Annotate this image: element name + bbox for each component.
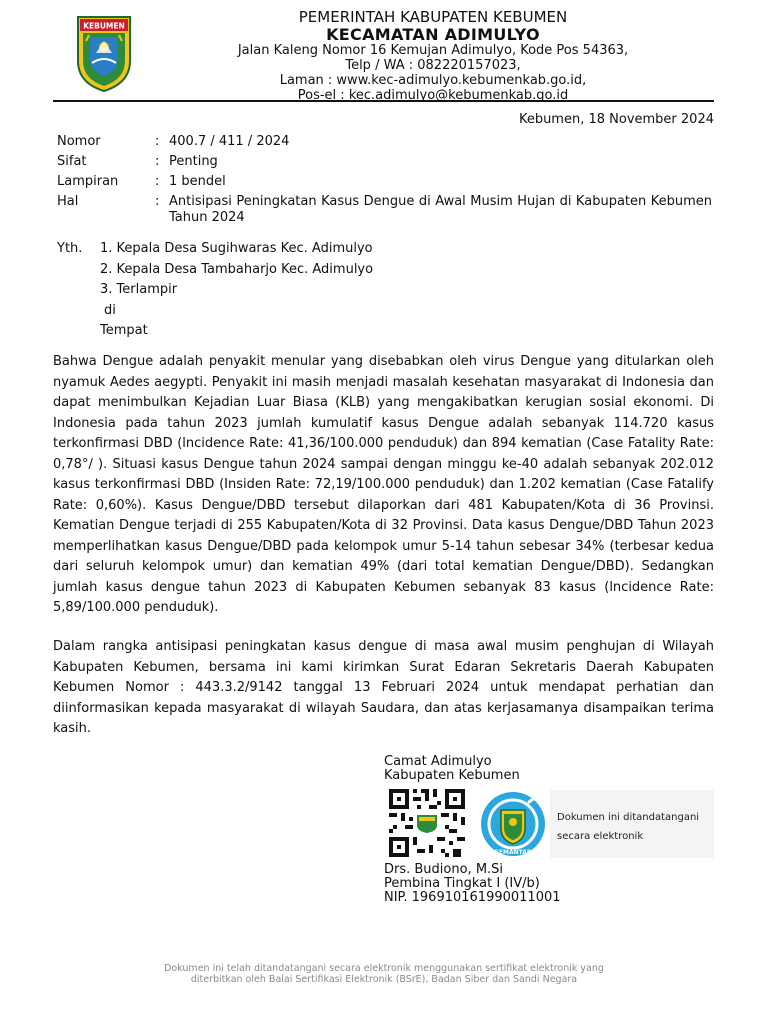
svg-text:KEBUMEN: KEBUMEN bbox=[83, 21, 125, 31]
recipient-di: di bbox=[104, 303, 116, 318]
recipient-place: Tempat bbox=[100, 323, 148, 338]
letterhead-divider bbox=[53, 100, 714, 102]
letter-date: Kebumen, 18 November 2024 bbox=[518, 112, 714, 127]
letterhead bbox=[150, 9, 716, 103]
office-name: KECAMATAN ADIMULYO bbox=[326, 25, 540, 44]
body-paragraph-2: Dalam rangka antisipasi peningkatan kasus dengue di masa awal musim penghujan di Wilayah Kabupaten Kebumen, bersama ini kami kirimkan Surat Edaran Sekretaris Daerah Kabupaten Kebumen Nomor : 443.3.2/9142 tanggal 13 Februari 2024 untuk mendapat perhatian dan diinformasikan kepada masyarakat di wilayah Saudara, dan atas kerjasamanya disampaikan terima kasih. bbox=[53, 639, 714, 736]
meta-label: Nomor bbox=[57, 134, 101, 149]
signatory-position: Camat Adimulyo bbox=[384, 754, 492, 769]
meta-value-subject: Antisipasi Peningkatan Kasus Dengue di Awal Musim Hujan di Kabupaten Kebumen Tahun 2024 bbox=[169, 194, 712, 225]
meta-label: Hal bbox=[57, 194, 79, 209]
office-phone: Telp / WA : 082220157023, bbox=[345, 58, 521, 73]
meta-colon: : bbox=[155, 154, 160, 169]
recipient-salutation: Yth. bbox=[57, 241, 83, 256]
office-address: Jalan Kaleng Nomor 16 Kemujan Adimulyo, Kode Pos 54363, bbox=[237, 43, 629, 58]
meta-value: 1 bendel bbox=[169, 174, 226, 189]
recipient-item: 3. Terlampir bbox=[100, 282, 178, 297]
signatory-title bbox=[384, 755, 520, 783]
office-email: Pos-el : kec.adimulyo@kebumenkab.go.id bbox=[297, 88, 569, 103]
footer-line-1: Dokumen ini telah ditandatangani secara elektronik menggunakan sertifikat elektronik yang bbox=[164, 963, 604, 974]
recipient-item: 2. Kepala Desa Tambaharjo Kec. Adimulyo bbox=[100, 262, 374, 277]
regency-emblem-logo bbox=[74, 13, 134, 93]
e-sign-seal-icon bbox=[477, 790, 549, 858]
footer-line-2: diterbitkan oleh Balai Sertifikasi Elektronik (BSrE), Badan Siber dan Sandi Negara bbox=[190, 973, 578, 985]
meta-value: Penting bbox=[169, 154, 218, 169]
body-paragraph-1: Bahwa Dengue adalah penyakit menular yang disebabkan oleh virus Dengue yang ditularkan oleh nyamuk Aedes aegypti. Penyakit ini masih menjadi masalah kesehatan masyarakat di Indonesia dan dapat menimbulkan Kejadian Luar Biasa (KLB) yang mengakibatkan kerugian sosial ekonomi. Di Indonesia pada tahun 2023 jumlah kumulatif kasus Dengue adalah sebanyak 114.720 kasus terkonfirmasi DBD (lncidence Rate: 41,36/100.000 penduduk) dan 894 kematian (Case Fatality Rate: 0,78°/ ). Situasi kasus Dengue tahun 2024 sampai dengan minggu ke-40 adalah sebanyak 202.012 kasus terkonfirmasi DBD (Insiden Rate: 72,19/100.000 penduduk) dan 1.202 kematian (Case Fatalify Rate: 0,60%). Kasus Dengue/DBD tersebut dilaporkan dari 481 Kabupaten/Kota di 36 Provinsi. Kematian Dengue terjadi di 255 Kabupaten/Kota di 32 Provinsi. Data kasus Dengue/DBD Tahun 2023 memperlihatkan kasus Dengue/DBD pada kelompok umur 5-14 tahun sebesar 34% (terbesar kedua dari seluruh kelompok umur) dan kematian 49% (dari total kematian Dengue/DBD). Sedangkan jumlah kasus dengue tahun 2023 di Kabupaten Kebumen sebanyak 83 kasus (lncidence Rate: 5,89/100.000 penduduk). bbox=[53, 354, 714, 615]
e-sign-line-2: secara elektronik bbox=[557, 831, 644, 842]
government-line: PEMERINTAH KABUPATEN KEBUMEN bbox=[298, 8, 568, 26]
meta-label: Sifat bbox=[57, 154, 87, 169]
e-sign-line-1: Dokumen ini ditandatangani bbox=[557, 812, 700, 823]
meta-value: 400.7 / 411 / 2024 bbox=[169, 134, 290, 149]
svg-text:SEMANTAB: SEMANTAB bbox=[494, 849, 532, 856]
signatory-rank: Pembina Tingkat I (IV/b) bbox=[384, 876, 540, 891]
meta-colon: : bbox=[155, 174, 160, 189]
signatory-identity bbox=[384, 863, 561, 905]
signatory-nip: NIP. 196910161990011001 bbox=[384, 890, 561, 905]
qr-code bbox=[389, 789, 465, 857]
footer-disclaimer bbox=[100, 964, 668, 985]
office-website: Laman : www.kec-adimulyo.kebumenkab.go.id, bbox=[279, 73, 587, 88]
signatory-regency: Kabupaten Kebumen bbox=[384, 768, 520, 783]
signatory-name: Drs. Budiono, M.Si bbox=[384, 862, 504, 877]
meta-colon: : bbox=[155, 134, 160, 149]
meta-colon: : bbox=[155, 194, 160, 209]
e-sign-caption bbox=[557, 808, 699, 846]
recipient-item: 1. Kepala Desa Sugihwaras Kec. Adimulyo bbox=[100, 241, 373, 256]
meta-label: Lampiran bbox=[57, 174, 119, 189]
